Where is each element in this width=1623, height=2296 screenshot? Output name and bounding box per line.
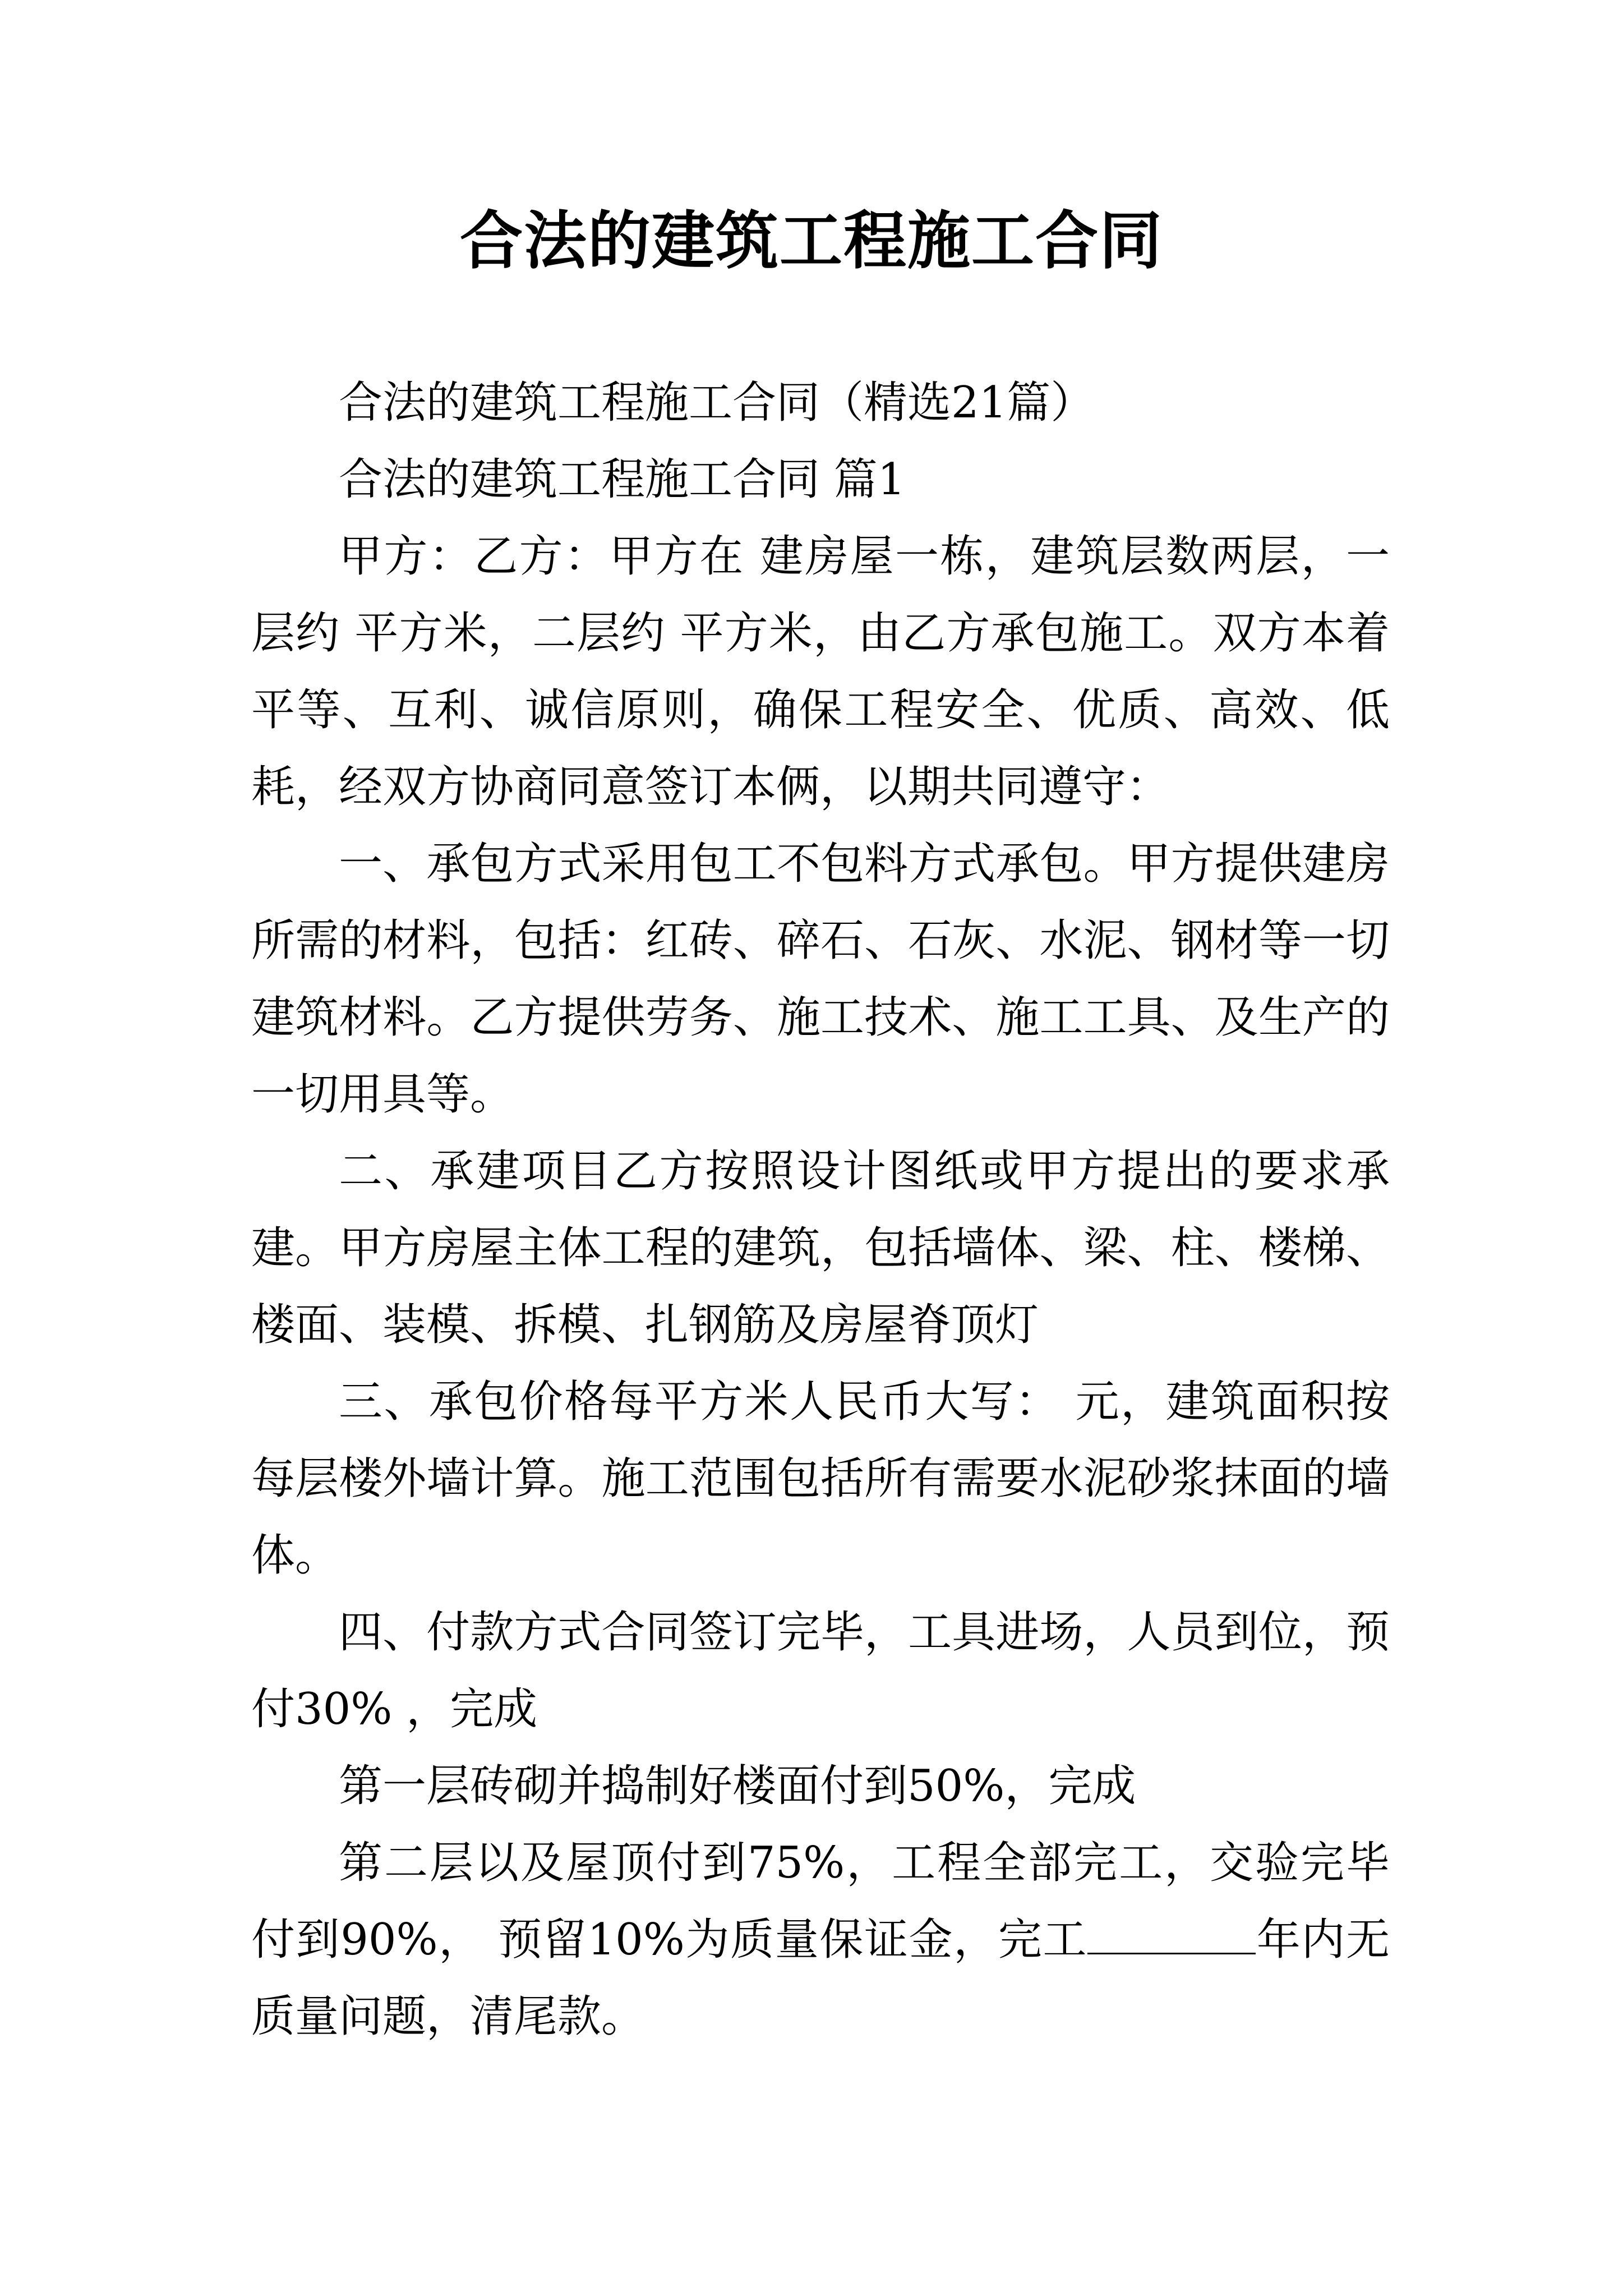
paragraph-clause-2: 二、承建项目乙方按照设计图纸或甲方提出的要求承建。甲方房屋主体工程的建筑，包括墙体、梁、柱、楼梯、楼面、装模、拆模、扎钢筋及房屋脊顶灯 [251, 1146, 1390, 1350]
paragraph-section-heading: 合法的建筑工程施工合同 篇1 [339, 454, 906, 505]
paragraph-clause-3: 三、承包价格每平方米人民币大写： 元，建筑面积按每层楼外墙计算。施工范围包括所有需要水泥砂浆抹面的墙体。 [251, 1377, 1390, 1581]
document-title: 合法的建筑工程施工合同 [460, 204, 1163, 278]
paragraph-parties: 甲方：乙方：甲方在 建房屋一栋，建筑层数两层，一层约 平方米，二层约 平方米，由乙方承包施工。双方本着平等、互利、诚信原则，确保工程安全、优质、高效、低耗，经双方协商同意签订本俩，以期共同遵守： [251, 531, 1390, 812]
paragraph-payment-first-floor: 第一层砖砌并捣制好楼面付到50%，完成 [339, 1761, 1136, 1811]
paragraph-subtitle: 合法的建筑工程施工合同（精选21篇） [339, 378, 1095, 428]
document-body [251, 365, 1390, 2055]
paragraph-payment-second-floor [251, 1825, 1390, 2055]
fill-in-blank [1087, 1913, 1256, 1954]
paragraph-clause-4: 四、付款方式合同签订完毕，工具进场，人员到位，预付30% ，完成 [251, 1607, 1390, 1734]
payment-text-after-blank: 年内无质量问题，清尾款。 [251, 1915, 1390, 2042]
paragraph-clause-1: 一、承包方式采用包工不包料方式承包。甲方提供建房所需的材料，包括：红砖、碎石、石灰、水泥、钢材等一切建筑材料。乙方提供劳务、施工技术、施工工具、及生产的一切用具等。 [251, 839, 1390, 1120]
payment-text-before-blank: 第二层以及屋顶付到75%，工程全部完工，交验完毕付到90%， 预留10%为质量保证金，完工 [251, 1838, 1390, 1965]
